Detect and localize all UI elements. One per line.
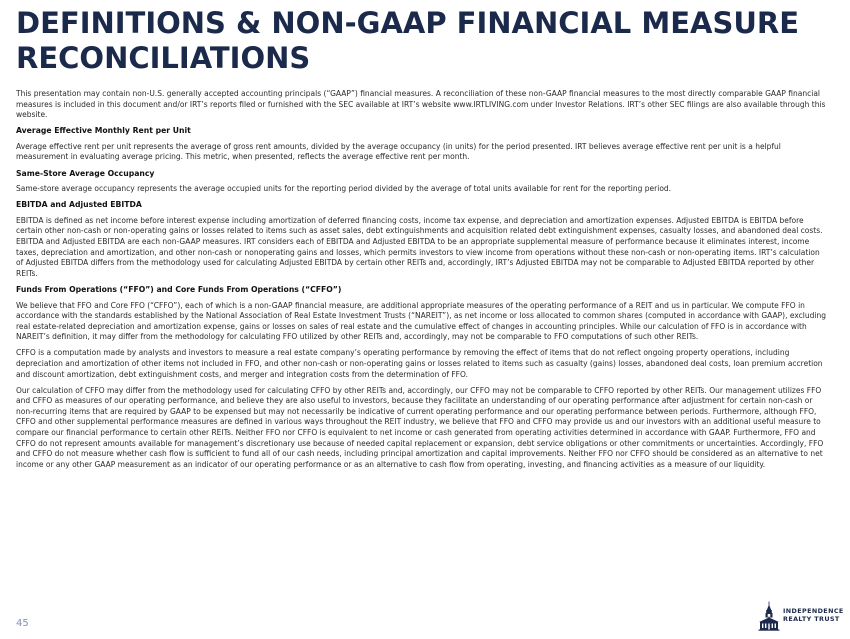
paragraph-ffo-definition: We believe that FFO and Core FFO (“CFFO”), each of which is a non-GAAP financial measure, are additional appropriate measures of the operating performance of a REIT and us in particular. We compute FFO in accordance with the standards established by the National Association of Real Estate Investment Trusts (“NAREIT”), as net income or loss allocated to common shares (computed in accordance with GAAP), excluding real estate-related depreciation and amortization expense, gains or losses on sales of real estate and the cumulative effect of changes in accounting principles. While our calculation of FFO is in accordance with NAREIT’s definition, it may differ from the methodology for calculating FFO utilized by other REITs and, accordingly, may not be comparable to FFO computations of such other REITs. — [16, 300, 826, 342]
document-body — [16, 89, 828, 476]
heading-same-store-occupancy: Same-Store Average Occupancy — [16, 168, 155, 178]
logo-line-independence: INDEPENDENCE — [783, 607, 844, 616]
paragraph-same-store-occupancy: Same-store average occupancy represents the average occupied units for the reporting period divided by the average of total units available for rent for the reporting period. — [16, 184, 672, 194]
heading-ebitda: EBITDA and Adjusted EBITDA — [16, 200, 142, 210]
company-logo — [758, 600, 844, 632]
page-number: 45 — [16, 618, 29, 629]
intro-paragraph: This presentation may contain non-U.S. generally accepted accounting principals (“GAAP”) financial measures. A reconciliation of these non-GAAP financial measures to the most directly comparable GAAP financial measures is included in this document and/or IRT’s reports filed or furnished with the SEC available at IRT’s website www.IRTLIVING.com under Investor Relations. IRT’s other SEC filings are also available through this website. — [16, 89, 826, 120]
paragraph-cffo-usage: Our calculation of CFFO may differ from the methodology used for calculating CFFO by other REITs and, accordingly, our CFFO may not be comparable to CFFO reported by other REITs. Our management utilizes FFO and CFFO as measures of our operating performance, and believe they are also useful to investors, because they facilitate an understanding of our operating performance after adjustment for certain non-cash or non-recurring items that are required by GAAP to be expensed but may not necessarily be indicative of current operating performance and our operating performance between periods. Furthermore, although FFO, CFFO and other supplemental performance measures are defined in various ways throughout the REIT industry, we believe that FFO and CFFO may provide us and our investors with an additional useful measure to compare our financial performance to certain other REITs. Neither FFO nor CFFO is equivalent to net income or cash generated from operating activities determined in accordance with GAAP. Furthermore, FFO and CFFO do not represent amounts available for management’s discretionary use because of needed capital replacement or expansion, debt service obligations or other commitments or uncertainties. Accordingly, FFO and CFFO do not measure whether cash flow is sufficient to fund all of our cash needs, including principal amortization and capital improvements. Neither FFO nor CFFO should be considered as an alternative to net income or any other GAAP measurement as an indicator of our operating performance or as an alternative to cash flow from operating, investing, and financing activities as a measure of our liquidity. — [16, 385, 824, 469]
logo-line-realty-trust: REALTY TRUST — [783, 615, 840, 623]
paragraph-cffo-definition: CFFO is a computation made by analysts and investors to measure a real estate company’s operating performance by removing the effect of items that do not reflect ongoing property operations, including depreciation and amortization of other items not included in FFO, and other non-cash or non-operating gains or losses related to items such as casualty (gains) losses, abandoned deal costs, loan premium accretion and discount amortization, debt extinguishment costs, and merger and integration costs from the determination of FFO. — [16, 348, 823, 379]
heading-average-effective-rent: Average Effective Monthly Rent per Unit — [16, 126, 191, 136]
independence-hall-icon — [758, 601, 780, 631]
heading-ffo-cffo: Funds From Operations (“FFO”) and Core Funds From Operations (“CFFO”) — [16, 284, 342, 294]
page-title: DEFINITIONS & NON-GAAP FINANCIAL MEASURE RECONCILIATIONS — [16, 6, 800, 75]
paragraph-ebitda: EBITDA is defined as net income before interest expense including amortization of deferred financing costs, income tax expense, and depreciation and amortization expenses. Adjusted EBITDA is EBITDA before certain other non-cash or non-operating gains or losses related to items such as asset sales, debt extinguishments and acquisition related debt extinguishment expenses, casualty losses, and abandoned deal costs. EBITDA and Adjusted EBITDA are each non-GAAP measures. IRT considers each of EBITDA and Adjusted EBITDA to be an appropriate supplemental measure of performance because it eliminates interest, income taxes, depreciation and amortization, and other non-cash or nonoperating gains and losses, which permits investors to view income from operations without these non-cash or non-operating items. IRT’s calculation of Adjusted EBITDA differs from the methodology used for calculating Adjusted EBITDA by certain other REITs and, accordingly, IRT’s Adjusted EBITDA may not be comparable to Adjusted EBITDA reported by other REITs. — [16, 215, 823, 278]
paragraph-average-effective-rent: Average effective rent per unit represents the average of gross rent amounts, divided by the average occupancy (in units) for the period presented. IRT believes average effective rent per unit is a helpful measurement in evaluating average pricing. This metric, when presented, reflects the average effective rent per month. — [16, 141, 781, 162]
logo-wordmark — [783, 608, 844, 623]
